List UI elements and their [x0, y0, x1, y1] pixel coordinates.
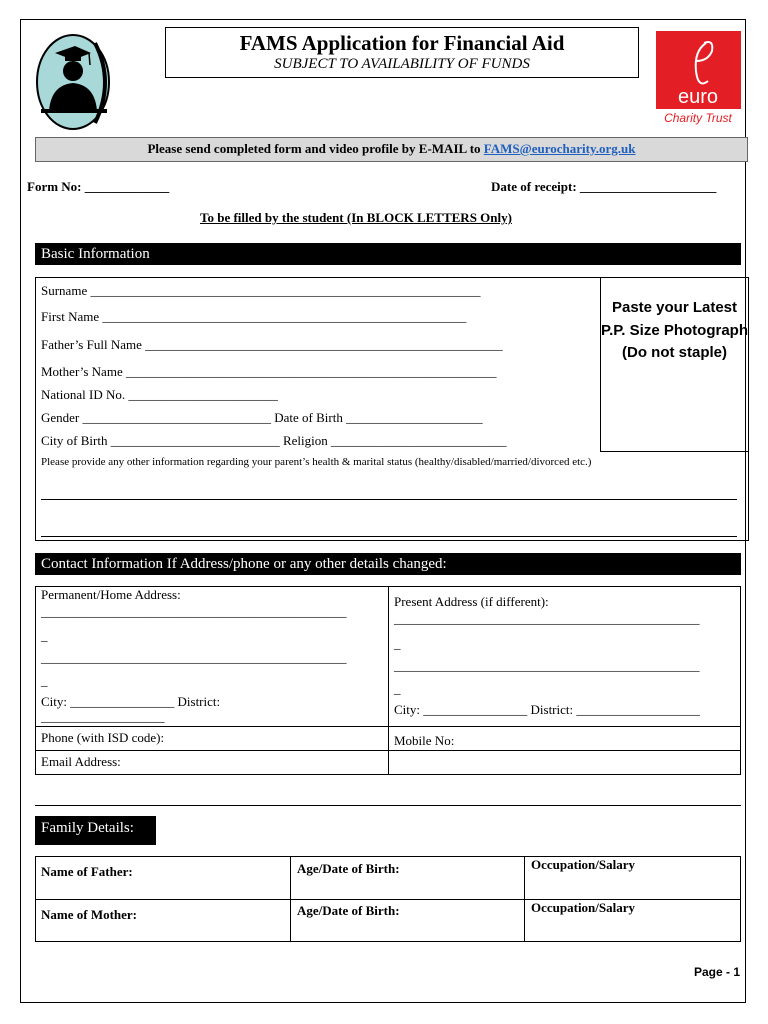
basic-heading: Basic Information — [35, 243, 741, 265]
city-religion-field[interactable]: City of Birth __________________________ Religion ___________________________ — [41, 433, 507, 448]
section-divider — [35, 805, 741, 806]
other-info-label: Please provide any other information regarding your parent’s health & marital status (healthy/disabled/married/divorced etc.) — [41, 456, 592, 468]
mother-name-field[interactable]: Mother’s Name _________________________________________________________ — [41, 364, 497, 379]
permanent-address-label: Permanent/Home Address: — [41, 587, 181, 602]
surname-field[interactable]: Surname ____________________________________________________________ — [41, 283, 481, 298]
email-banner — [35, 137, 748, 162]
mother-age-cell[interactable]: Age/Date of Birth: — [297, 903, 400, 918]
contact-heading: Contact Information If Address/phone or any other details changed: — [35, 553, 741, 575]
national-id-field[interactable]: National ID No. _______________________ — [41, 387, 278, 402]
permanent-address-dash-1: _ — [41, 628, 48, 643]
present-address-dash-1: _ — [394, 636, 401, 651]
present-address-line-1[interactable]: _______________________________________________ — [394, 611, 700, 626]
email-link[interactable]: FAMS@eurocharity.org.uk — [483, 141, 636, 156]
family-heading: Family Details: — [35, 816, 156, 845]
father-name-field[interactable]: Father’s Full Name _______________________________________________________ — [41, 337, 503, 352]
phone-label[interactable]: Phone (with ISD code): — [41, 730, 165, 745]
date-of-receipt: Date of receipt: _____________________ — [491, 179, 717, 194]
present-address-line-2[interactable]: _______________________________________________ — [394, 658, 700, 673]
gender-dob-field[interactable]: Gender _____________________________ Date of Birth _____________________ — [41, 410, 483, 425]
photo-box — [600, 277, 749, 452]
page-title: FAMS Application for Financial Aid — [239, 31, 565, 55]
euro-logo-text: euro — [677, 86, 719, 108]
permanent-address-line-1[interactable]: _______________________________________________ — [41, 604, 347, 619]
other-info-line-1[interactable] — [41, 499, 737, 500]
graduate-icon — [35, 33, 111, 131]
family-row-line — [35, 899, 741, 900]
contact-row-line-1 — [35, 726, 741, 727]
instruction: To be filled by the student (In BLOCK LETTERS Only) — [200, 210, 512, 225]
permanent-address-dash-2: _ — [41, 673, 48, 688]
mother-occupation-cell[interactable]: Occupation/Salary — [531, 900, 636, 915]
present-address-dash-2: _ — [394, 681, 401, 696]
euro-logo-subtext: Charity Trust — [664, 111, 732, 125]
contact-row-line-2 — [35, 750, 741, 751]
father-age-cell[interactable]: Age/Date of Birth: — [297, 861, 400, 876]
page-number: Page - 1 — [694, 965, 741, 979]
present-city-district[interactable]: City: ________________ District: ___________________ — [394, 702, 700, 717]
form-no: Form No: _____________ — [27, 179, 170, 194]
father-name-cell[interactable]: Name of Father: — [41, 864, 133, 879]
title-box — [165, 27, 639, 78]
email-label[interactable]: Email Address: — [41, 754, 121, 769]
contact-divider — [388, 586, 389, 775]
euro-charity-logo — [656, 31, 741, 126]
present-address-label: Present Address (if different): — [394, 594, 549, 609]
permanent-address-line-2[interactable]: _______________________________________________ — [41, 650, 347, 665]
mother-name-cell[interactable]: Name of Mother: — [41, 907, 138, 922]
other-info-line-2[interactable] — [41, 536, 737, 537]
father-occupation-cell[interactable]: Occupation/Salary — [531, 857, 636, 872]
permanent-city-district[interactable]: City: ________________ District: — [41, 694, 221, 709]
permanent-district-line[interactable]: ___________________ — [41, 709, 165, 724]
photo-instruction: Paste your Latest P.P. Size Photograph (Do not staple) — [601, 299, 748, 361]
mobile-label[interactable]: Mobile No: — [394, 733, 455, 748]
banner-text: Please send completed form and video profile by E-MAIL to — [147, 141, 484, 156]
first-name-field[interactable]: First Name ________________________________________________________ — [41, 309, 467, 324]
page-subtitle: SUBJECT TO AVAILABILITY OF FUNDS — [274, 56, 530, 72]
